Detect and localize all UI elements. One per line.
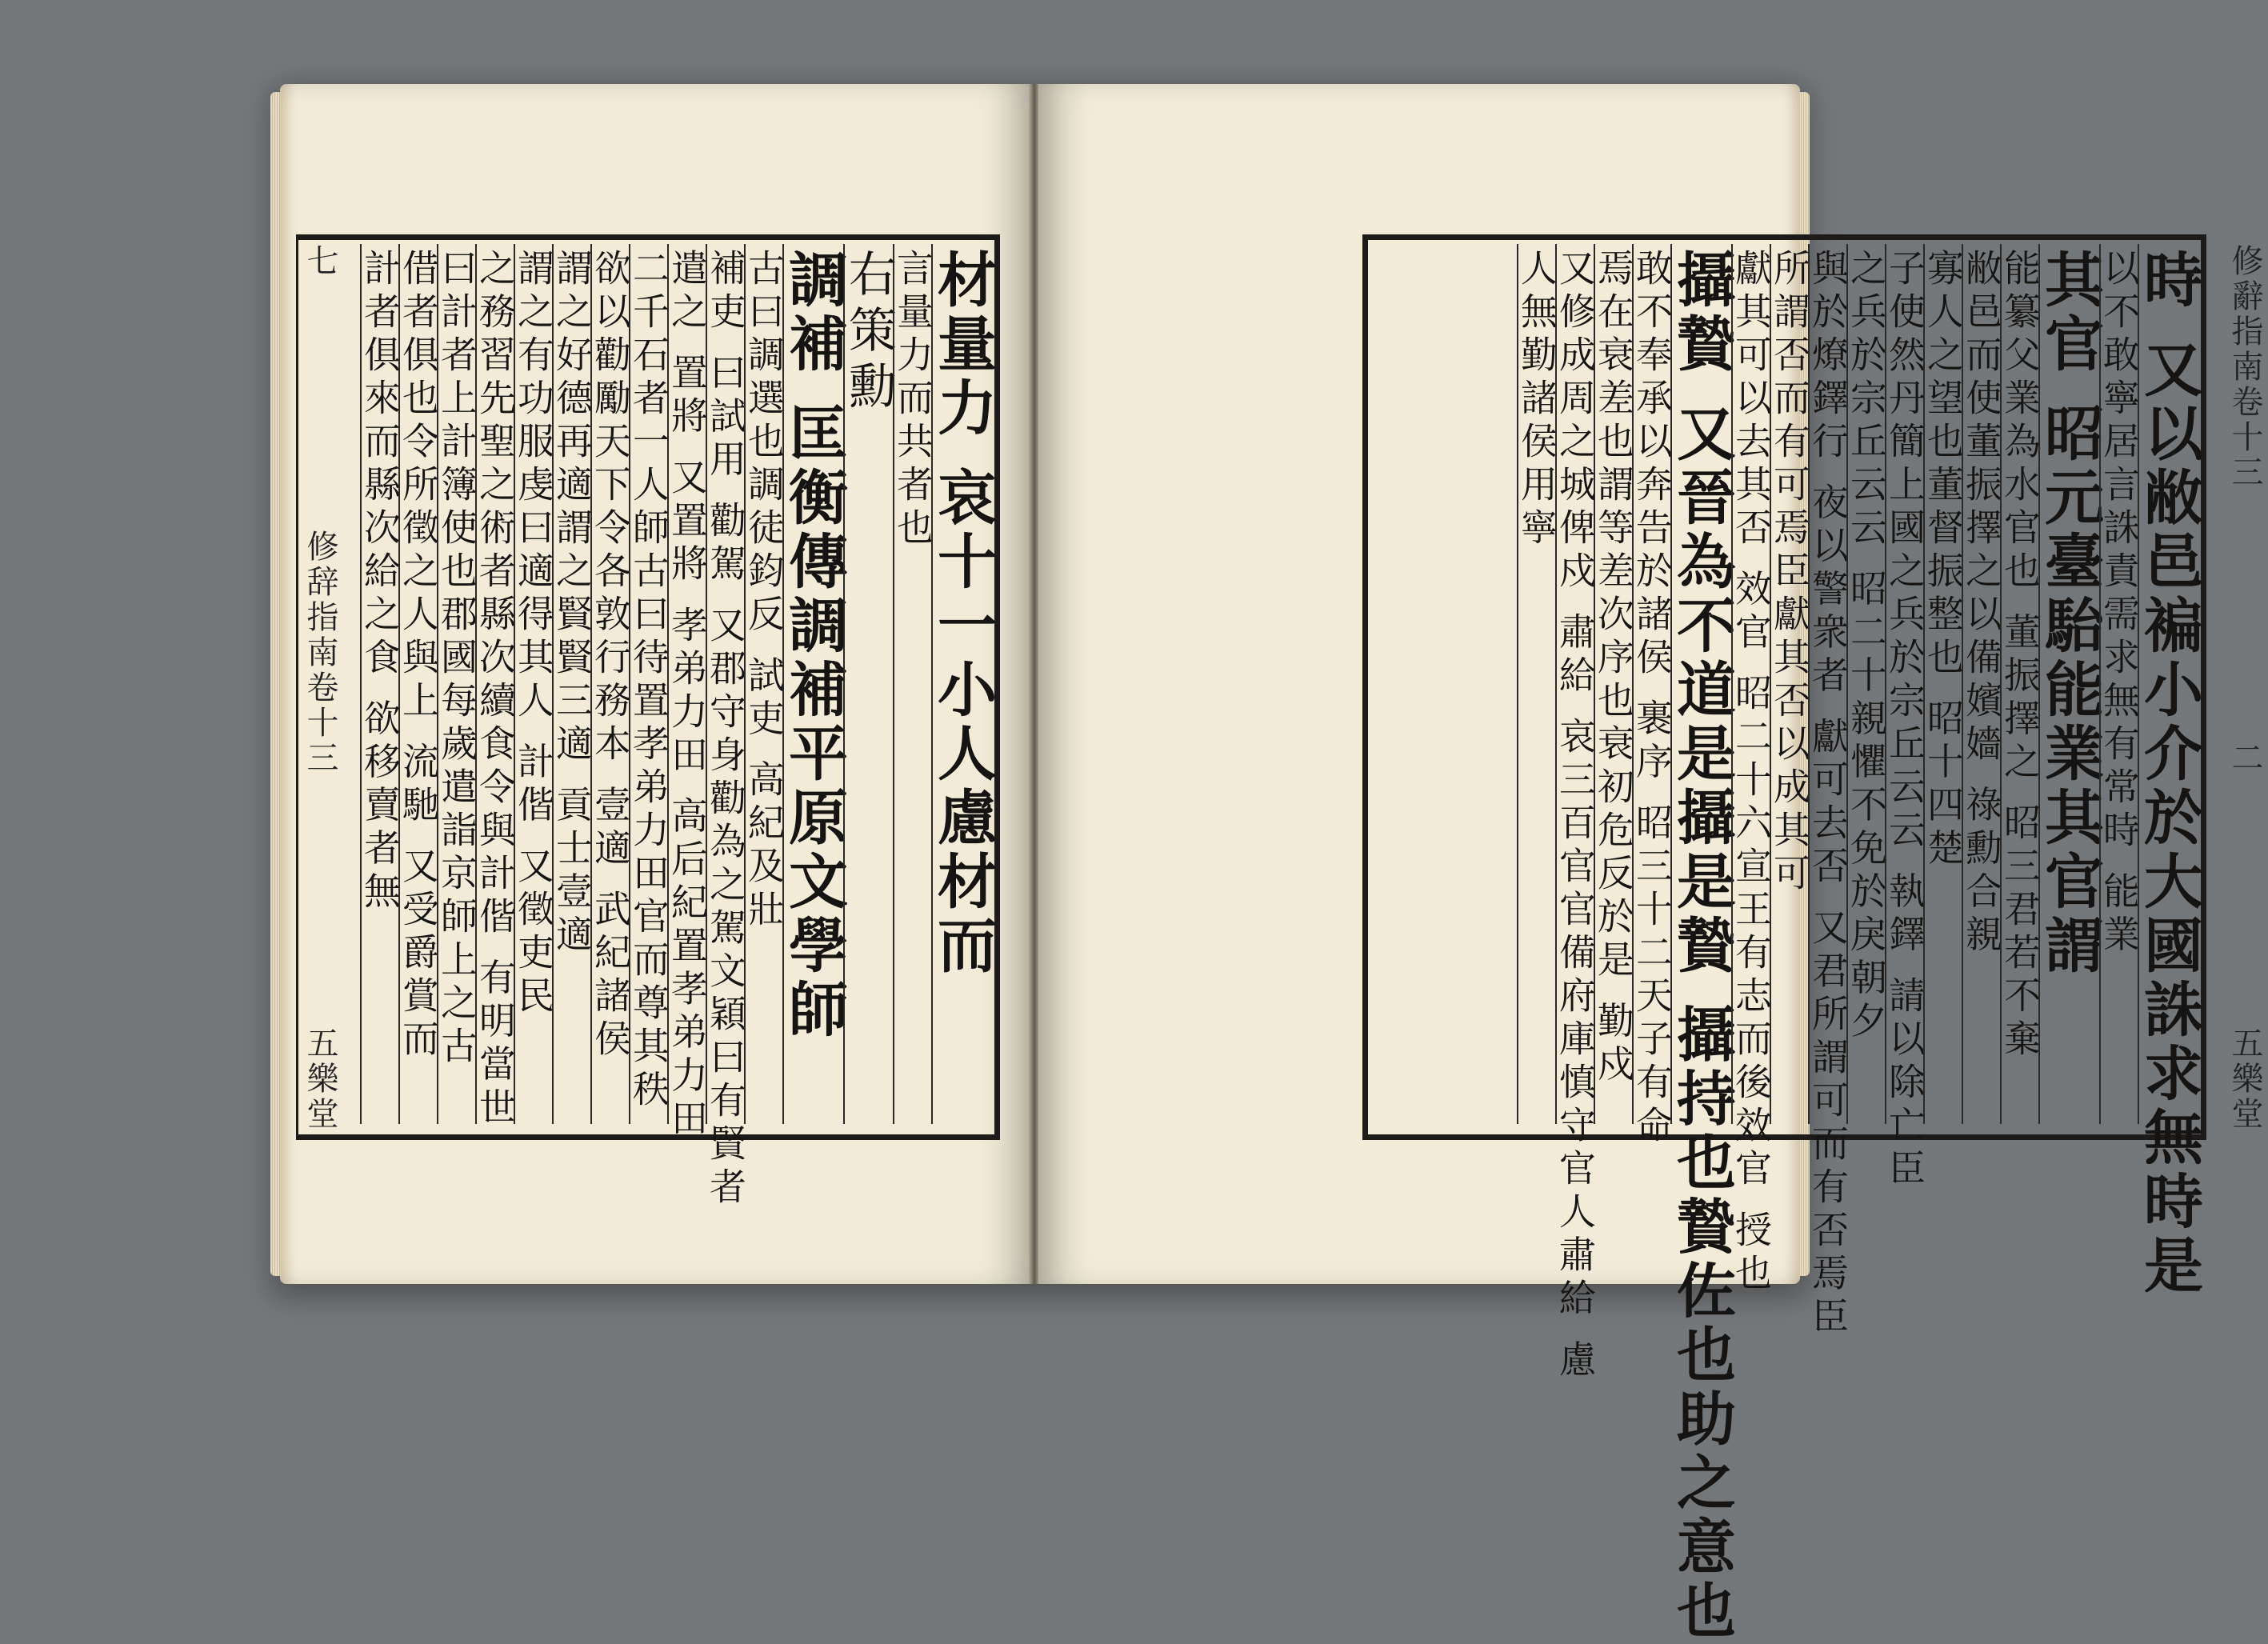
text-column: 人無勤諸侯用寧	[1517, 244, 1555, 1124]
text-column: 敝邑而使董振擇之以備嬪嬙 祿勳合親	[1962, 244, 2000, 1124]
text-column: 材量力 哀十一小人慮材而	[931, 244, 992, 1124]
text-column: 古曰調選也調徒鈞反 試吏 高紀及壯	[744, 244, 782, 1124]
text-column: 敢不奉承以奔告於諸侯 裹序 昭三十二天子有命	[1632, 244, 1670, 1124]
text-column: 與於燎鐸行 夜以警衆者 獻可去否 又君所謂可而有否焉臣	[1808, 244, 1846, 1124]
text-column: 借者俱也令所徵之人與上 流馳 又受爵賞而	[398, 244, 437, 1124]
text-column: 能纂父業為水官也 董振擇之 昭三君若不棄	[2000, 244, 2038, 1124]
text-column: 二千石者一人師古曰待置孝弟力田官而尊其秩	[629, 244, 667, 1124]
text-column: 欲以勸勵天下令各敦行務本 壹適 武紀諸侯	[590, 244, 629, 1124]
left-page-folio: 七	[302, 244, 338, 279]
text-column: 所謂否而有可焉臣獻其否以成其可	[1770, 244, 1808, 1124]
text-column: 之兵於宗丘云云 昭二十親懼不免於戾朝夕	[1846, 244, 1885, 1124]
text-column: 寡人之望也董督振整也 昭十四楚	[1923, 244, 1962, 1124]
text-column: 曰計者上計簿使也郡國每歲遣詣京師上之古	[437, 244, 475, 1124]
text-column: 謂之好德再適謂之賢賢三適 貢士壹適	[552, 244, 590, 1124]
left-page-margin	[298, 244, 343, 1132]
text-column: 獻其可以去其否 效官 昭二十六宣王有志而後效官 授也	[1731, 244, 1770, 1124]
right-page-margin	[2222, 244, 2268, 1132]
left-page-book-title: 修辞指南卷十三	[302, 530, 338, 776]
text-column: 之務習先聖之術者縣次續食令與計偕 有明當世	[475, 244, 514, 1124]
right-page-book-title: 修辭指南卷十三	[2226, 244, 2263, 490]
open-book	[280, 84, 2263, 1644]
text-column: 計者俱來而縣次給之食 欲移賣者無	[360, 244, 398, 1124]
text-column: 攝贄 又晉為不道是攝是贄 攝持也贄佐也助之意也	[1670, 244, 1731, 1124]
right-page	[1038, 84, 2263, 1644]
left-page	[280, 84, 1032, 1284]
text-column: 遣之 置將 又置將 孝弟力田 高后紀置孝弟力田	[667, 244, 706, 1124]
text-column: 焉在衰差也謂等差次序也衰初危反於是 勤戍	[1594, 244, 1632, 1124]
text-column: 又修成周之城俾戍 肅給 哀三百官官備府庫慎守官人肅給 慮	[1555, 244, 1594, 1124]
text-column: 其官 昭元臺駘能業其官謂	[2038, 244, 2099, 1124]
right-page-columns	[1398, 244, 2203, 1644]
text-column: 調補 匡衡傳調補平原文學師	[782, 244, 843, 1124]
text-column: 時 又以敝邑褊小介於大國誅求無時是	[2138, 244, 2198, 1124]
text-column: 以不敢寧居言誅責需求無有常時 能業	[2099, 244, 2138, 1124]
right-page-folio: 二	[2226, 741, 2263, 776]
text-column: 言量力而共者也	[893, 244, 931, 1124]
section-heading: 右策勳	[843, 244, 893, 1124]
text-column: 補吏 曰試用 勸駕 又郡守身勸為之駕文穎曰有賢者	[706, 244, 744, 1124]
text-column: 謂之有功服虔曰適得其人 計偕 又徵吏民	[514, 244, 552, 1124]
left-page-publisher: 五樂堂	[302, 1026, 338, 1132]
text-column: 子使然丹簡上國之兵於宗丘云云 執鐸 請以除亡臣	[1885, 244, 1923, 1124]
left-page-columns	[352, 244, 997, 1210]
right-page-publisher: 五樂堂	[2226, 1026, 2263, 1132]
